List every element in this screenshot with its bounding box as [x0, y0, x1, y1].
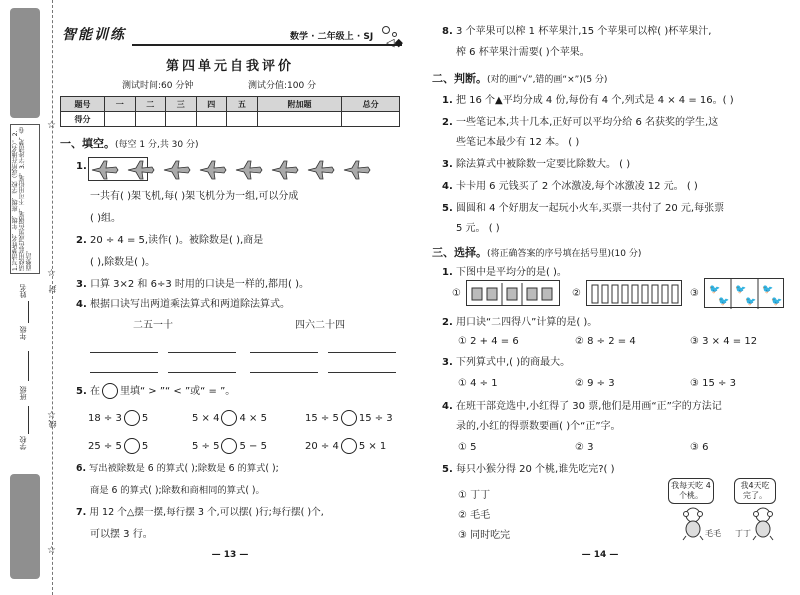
compare-item [305, 410, 393, 426]
q3-text: 口算 3×2 和 6÷3 时用的口诀是一样的,都用( )。 [89, 279, 310, 290]
svg-text:🐦: 🐦 [771, 297, 783, 307]
gray-tab-top [10, 8, 40, 118]
q1-line2: ( )组。 [90, 213, 121, 224]
score-cell[interactable] [196, 112, 227, 127]
q-num: 4. [76, 299, 87, 310]
judge-text: 除法算式中被除数一定要比除数大。 ( ) [455, 159, 631, 170]
section-choice-title [432, 244, 641, 260]
score-table [60, 96, 400, 127]
choice-2 [442, 316, 597, 329]
binding-margin [4, 6, 44, 591]
choice-3 [442, 356, 570, 369]
compare-left: 18 ÷ 3 [88, 413, 122, 424]
airplane-icon [200, 161, 226, 179]
q7-text1: 用 12 个△摆一摆,每行摆 3 个,可以摆( )行;每行摆( )个, [89, 507, 324, 518]
compare-left: 5 ÷ 5 [192, 441, 220, 452]
seal-mark: 封 [48, 285, 57, 293]
compare-left: 5 × 4 [192, 413, 220, 424]
q5-text-after: 里填“ > ”“ < ”或“ = ”。 [119, 386, 236, 397]
option-2b[interactable]: ② 8 ÷ 2 = 4 [575, 336, 636, 347]
airplane-icon [236, 161, 262, 179]
compare-right: 5 [141, 441, 149, 452]
score-cell[interactable] [105, 112, 136, 127]
book-icons [467, 281, 561, 307]
right-page [400, 0, 800, 595]
speech-bubble-dingding: 我4天吃 完了。 [734, 478, 776, 504]
section-judge-note: (对的画“√”,错的画“×”)(5 分) [487, 75, 608, 85]
fish-icon: ◁◆ [386, 36, 403, 49]
q2-text1: 20 ÷ 4 = 5,读作( )。被除数是( ),商是 [89, 235, 264, 246]
q-num: 4. [442, 181, 453, 192]
judge-5-line2: 5 元。 ( ) [456, 223, 500, 234]
judge-2-line2: 些笔记本最少有 12 本。 ( ) [456, 137, 580, 148]
header-subject: 数学 · 二年级上 · SJ [290, 32, 374, 42]
star-icon: ☆ [47, 410, 56, 421]
compare-right: 5 × 1 [358, 441, 387, 452]
q-num: 3. [76, 279, 87, 290]
star-icon: ☆ [47, 545, 56, 556]
compare-item [192, 410, 267, 426]
grade-line [28, 301, 29, 323]
airplane-icon [308, 161, 334, 179]
judge-2 [442, 116, 718, 129]
header-logo: 智能训练 [62, 27, 126, 43]
svg-text:🐦: 🐦 [762, 285, 774, 295]
score-cell[interactable] [227, 112, 258, 127]
bubble-decoration-icon [382, 26, 390, 34]
compare-left: 20 ÷ 4 [305, 441, 339, 452]
option-1c[interactable]: ③ [690, 288, 699, 299]
q2-line2: ( ),除数是( )。 [90, 257, 156, 268]
q-num: 2. [442, 117, 453, 128]
q5-text: 在 [89, 386, 100, 397]
svg-text:🐦: 🐦 [735, 285, 747, 295]
exam-notice: 1.写清楚姓名、年级、班级、学校（或所在地名）。2.请使用蓝色或黑色钢笔，不可用铅笔。3.字迹清楚，卷面整洁。 [10, 124, 40, 274]
compare-left: 15 ÷ 5 [305, 413, 339, 424]
q-num: 2. [442, 317, 453, 328]
svg-text:🐦: 🐦 [709, 285, 721, 295]
q4 [76, 298, 290, 311]
compare-right: 5 − 5 [239, 441, 267, 452]
answer-line[interactable] [90, 372, 158, 373]
answer-line[interactable] [90, 352, 158, 353]
field-label-grade: 年级 [19, 326, 27, 340]
header-cell: 三 [166, 97, 197, 112]
q-num: 5. [442, 464, 453, 475]
test-score: 测试分值:100 分 [248, 81, 317, 91]
unit-title: 第四单元自我评价 [165, 59, 294, 74]
field-label-school: 学校 [19, 436, 27, 450]
option-1b[interactable]: ② [572, 288, 581, 299]
airplane-icons [88, 157, 388, 183]
judge-text: 卡卡用 6 元钱买了 2 个冰激凌,每个冰激凌 12 元。 ( ) [455, 181, 698, 192]
judge-4 [442, 180, 698, 193]
compare-circle[interactable] [124, 438, 140, 454]
q-num: 8. [442, 26, 453, 37]
score-table-header [61, 97, 400, 112]
line-mark: 线 [48, 420, 57, 428]
birds-box [704, 278, 784, 308]
section-judge-label: 二、判断。 [432, 72, 487, 85]
compare-right: 5 [141, 413, 149, 424]
option-2c[interactable]: ③ 3 × 4 = 12 [690, 336, 758, 347]
header-cell: 题号 [61, 97, 105, 112]
q7-line2: 可以摆 3 行。 [90, 529, 153, 540]
option-4b[interactable]: ② 3 [575, 442, 594, 453]
score-cell[interactable] [342, 112, 400, 127]
test-time: 测试时间:60 分钟 [122, 81, 194, 91]
option-5c[interactable]: ③ 同时吃完 [458, 530, 511, 541]
q5 [76, 383, 235, 399]
q6-line1 [76, 462, 279, 475]
field-label-name: 姓名 [19, 284, 27, 298]
bird-icons [705, 279, 785, 309]
header-cell: 五 [227, 97, 258, 112]
header-cell: 四 [196, 97, 227, 112]
section-choice-label: 三、选择。 [432, 246, 487, 259]
choice-1 [442, 266, 567, 279]
compare-circle[interactable] [341, 410, 357, 426]
q-num: 3. [442, 357, 453, 368]
header-cell: 一 [105, 97, 136, 112]
q4-text: 根据口诀写出两道乘法算式和两道除法算式。 [89, 299, 290, 310]
stick-icons [587, 281, 683, 307]
compare-right: 4 × 5 [239, 413, 267, 424]
choice-4-text1: 在班干部竞选中,小红得了 30 票,他们是用画“正”字的方法记 [455, 401, 722, 412]
option-2a[interactable]: ① 2 + 4 = 6 [458, 336, 519, 347]
school-line [28, 406, 29, 434]
page-number: — 13 — [211, 550, 249, 560]
judge-1 [442, 94, 734, 107]
judge-text: 一些笔记本,共十几本,正好可以平均分给 6 名获奖的学生,这 [455, 117, 719, 128]
section-judge-title [432, 70, 607, 86]
choice-5-text: 每只小猴分得 20 个桃,谁先吃完?( ) [455, 464, 615, 475]
compare-item [305, 438, 386, 454]
svg-text:🐦: 🐦 [718, 297, 730, 307]
score-cell[interactable] [257, 112, 342, 127]
airplane-icon [344, 161, 370, 179]
header-cell: 总分 [342, 97, 400, 112]
q1-line1: 一共有( )架飞机,每( )架飞机分为一组,可以分成 [90, 191, 299, 202]
judge-text: 把 16 个▲平均分成 4 份,每份有 4 个,列式是 4 × 4 = 16。( ) [455, 95, 734, 106]
q-num: 5. [442, 203, 453, 214]
q-num: 6. [76, 463, 87, 474]
header-cell: 附加题 [257, 97, 342, 112]
score-cell[interactable] [166, 112, 197, 127]
choice-3-text: 下列算式中,( )的商最大。 [455, 357, 571, 368]
section-choice-note: (将正确答案的序号填在括号里)(10 分) [487, 249, 642, 259]
q-num: 2. [76, 235, 87, 246]
star-icon: ☆ [47, 268, 56, 279]
q6-line2: 商是 6 的算式( );除数和商相同的算式( )。 [90, 485, 265, 496]
q-num: 1. [442, 267, 453, 278]
monkey-icon [678, 506, 708, 540]
answer-line[interactable] [168, 352, 236, 353]
circle-blank-icon [102, 383, 118, 399]
score-cell[interactable] [135, 112, 166, 127]
q-num: 3. [442, 159, 453, 170]
compare-circle[interactable] [221, 410, 237, 426]
q3 [76, 278, 309, 291]
compare-item [192, 438, 267, 454]
airplane-icon [164, 161, 190, 179]
name-dingding: 丁丁 [735, 529, 751, 538]
q-num: 4. [442, 401, 453, 412]
option-3a[interactable]: ① 4 ÷ 1 [458, 378, 498, 389]
compare-item [88, 438, 148, 454]
svg-text:🐦: 🐦 [745, 297, 757, 307]
speech-bubble-maomao: 我每天吃 4个桃。 [668, 478, 714, 504]
option-1a[interactable]: ① [452, 288, 461, 299]
star-icon: ☆ [47, 120, 56, 131]
page-number: — 14 — [581, 550, 619, 560]
option-4c[interactable]: ③ 6 [690, 442, 709, 453]
gray-tab-bottom [10, 474, 40, 579]
option-4a[interactable]: ① 5 [458, 442, 477, 453]
q4-chant-a: 二五一十 [133, 320, 173, 331]
q-num: 7. [76, 507, 87, 518]
q4-chant-b: 四六二十四 [295, 320, 345, 331]
airplane-icon [272, 161, 298, 179]
answer-line[interactable] [328, 352, 396, 353]
choice-4 [442, 400, 722, 413]
compare-right: 15 ÷ 3 [358, 413, 393, 424]
choice-1-text: 下图中是平均分的是( )。 [455, 267, 567, 278]
q-num: 5. [76, 386, 87, 397]
monkey-icon [748, 506, 778, 540]
q6-text1: 写出被除数是 6 的算式( );除数是 6 的算式( ); [88, 463, 279, 474]
choice-4-line2: 录的,小红的得票数要画( )个“正”字。 [456, 421, 621, 432]
uneven-groups-box [466, 280, 560, 306]
answer-line[interactable] [250, 372, 318, 373]
option-3b[interactable]: ② 9 ÷ 3 [575, 378, 615, 389]
cut-line [52, 0, 53, 595]
compare-circle[interactable] [221, 438, 237, 454]
option-5b[interactable]: ② 毛毛 [458, 510, 491, 521]
choice-2-text: 用口诀“二四得八”计算的是( )。 [455, 317, 598, 328]
class-line [28, 351, 29, 381]
header-bar [60, 24, 405, 49]
row-label: 得分 [61, 112, 105, 127]
airplane-icon [92, 161, 118, 179]
header-rule [132, 44, 402, 46]
judge-text: 圆圆和 4 个好朋友一起玩小火车,买票一共付了 20 元,每张票 [455, 203, 725, 214]
q8-line2: 榨 6 杯苹果汁需要( )个苹果。 [456, 47, 590, 58]
judge-3 [442, 158, 630, 171]
compare-item [88, 410, 148, 426]
option-3c[interactable]: ③ 15 ÷ 3 [690, 378, 736, 389]
option-5a[interactable]: ① 丁丁 [458, 490, 491, 501]
airplane-icon [128, 161, 154, 179]
section-fill-title [60, 135, 199, 151]
score-table-row [61, 112, 400, 127]
header-cell: 二 [135, 97, 166, 112]
q8-text1: 3 个苹果可以榨 1 杯苹果汁,15 个苹果可以榨( )杯苹果汁, [455, 26, 712, 37]
answer-line[interactable] [328, 372, 396, 373]
section-fill-note: (每空 1 分,共 30 分) [115, 140, 199, 150]
judge-5 [442, 202, 724, 215]
q7-line1 [76, 506, 324, 519]
sticks-box [586, 280, 682, 306]
compare-circle[interactable] [124, 410, 140, 426]
answer-line[interactable] [250, 352, 318, 353]
compare-circle[interactable] [341, 438, 357, 454]
q-num: 1. [442, 95, 453, 106]
name-maomao: 毛毛 [705, 529, 721, 538]
q2-line1 [76, 234, 263, 247]
q-num: 1. [76, 161, 87, 172]
q8-line1 [442, 25, 711, 38]
choice-5 [442, 463, 615, 476]
answer-line[interactable] [168, 372, 236, 373]
q1-number [76, 160, 87, 173]
section-fill-label: 一、填空。 [60, 137, 115, 150]
compare-left: 25 ÷ 5 [88, 441, 122, 452]
field-label-class: 班级 [19, 386, 27, 400]
